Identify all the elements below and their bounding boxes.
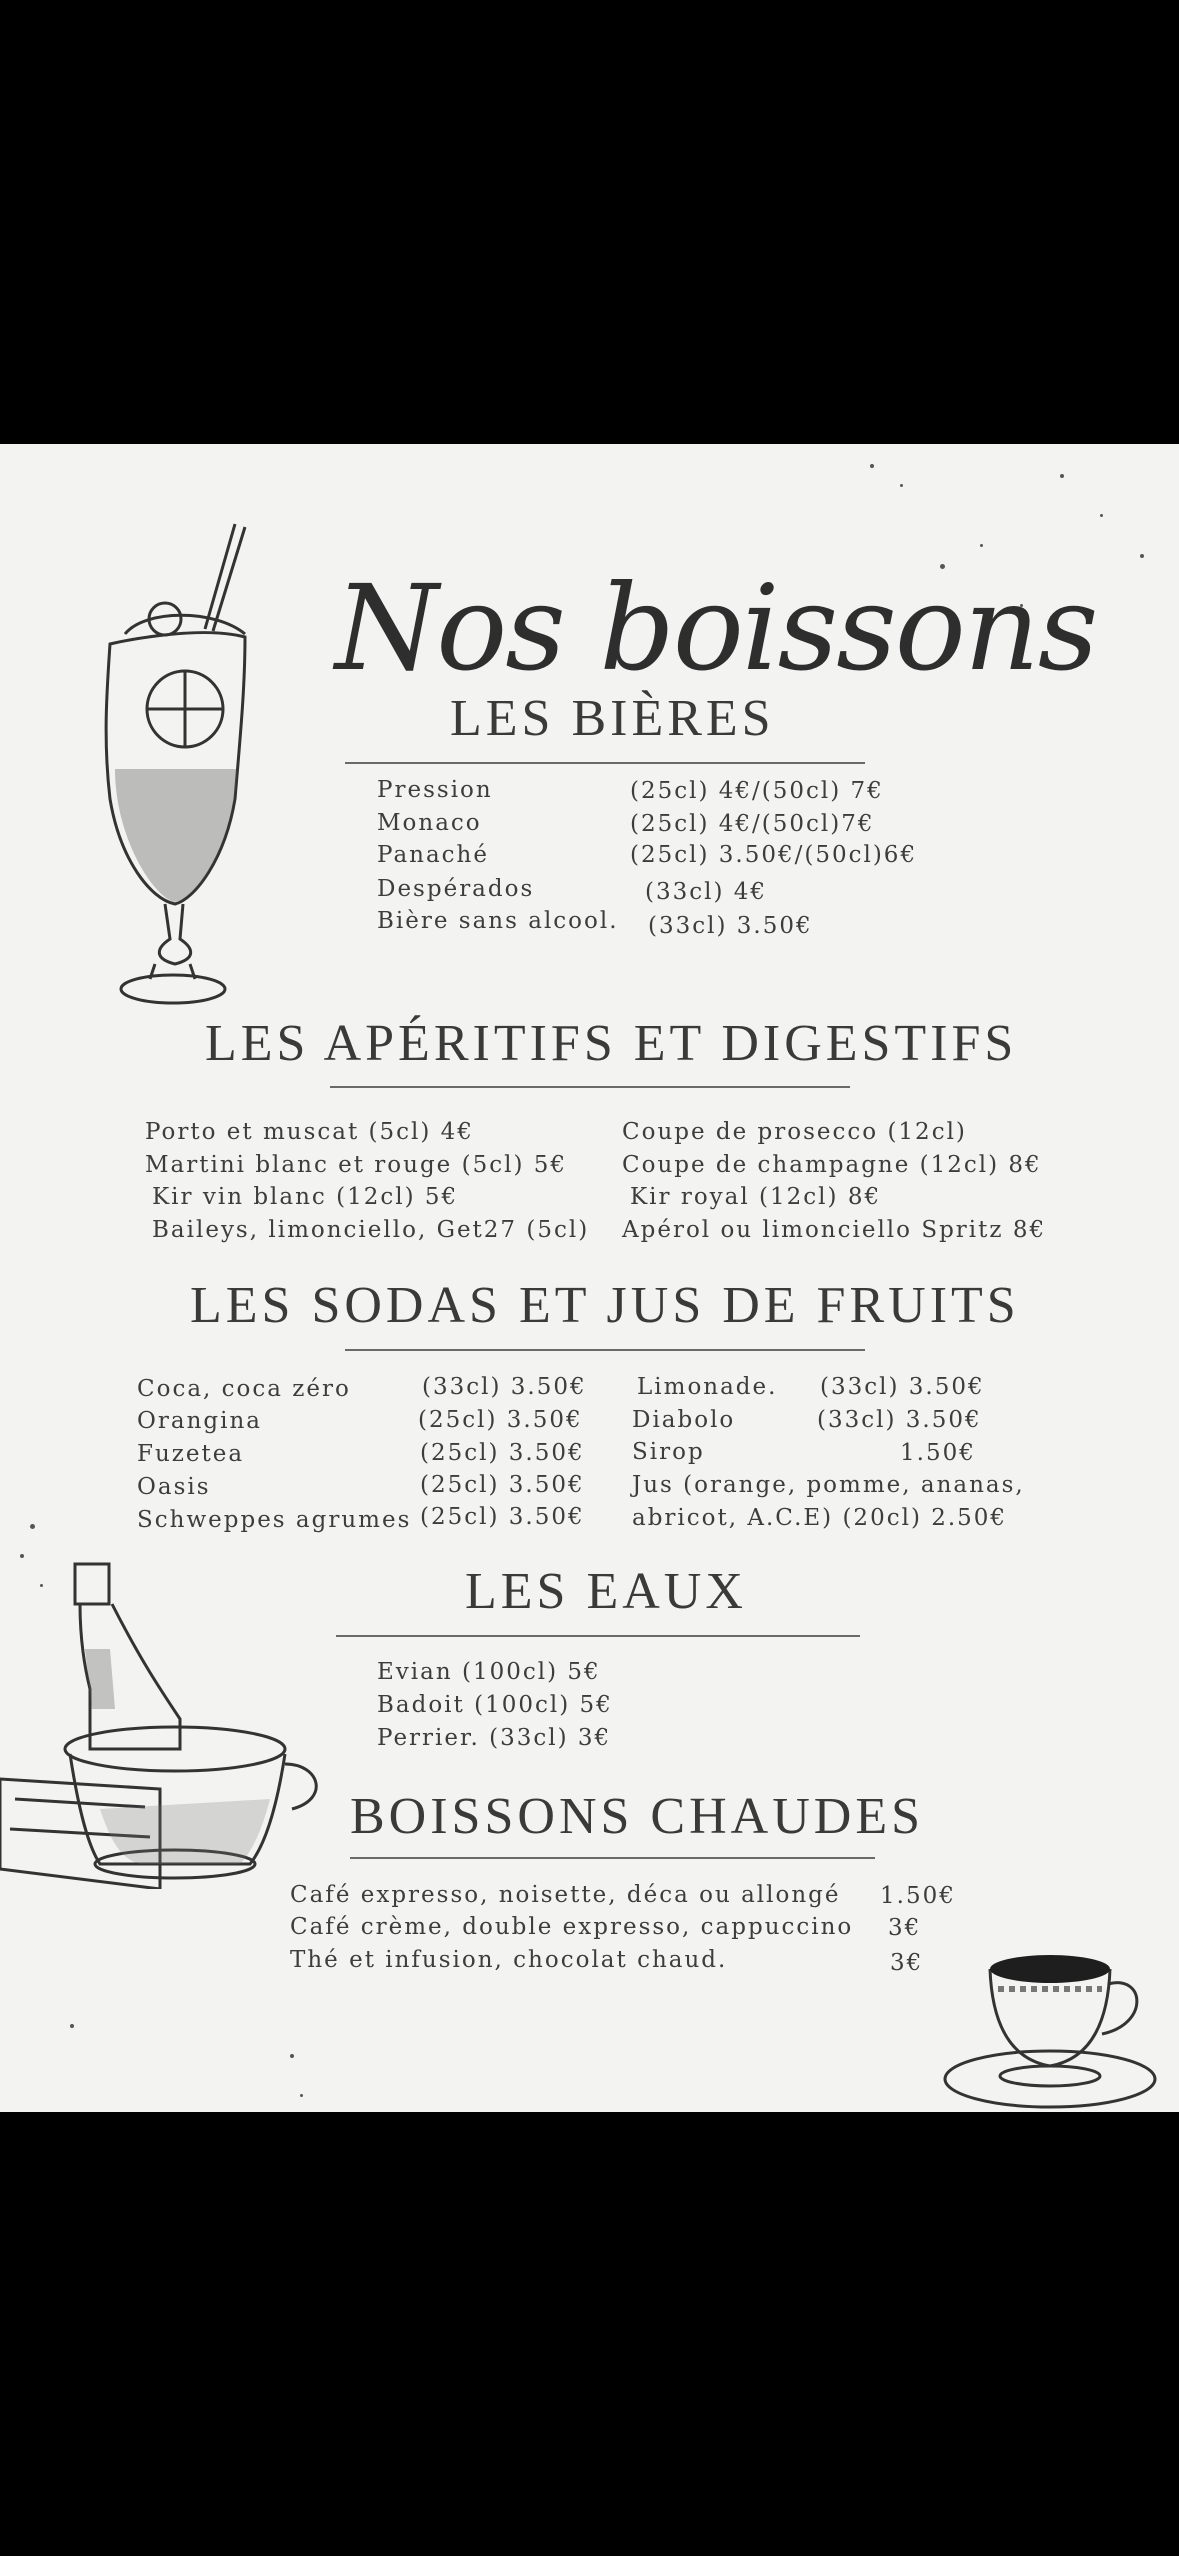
list-item: Schweppes agrumes: [137, 1507, 412, 1533]
list-item: Kir vin blanc (12cl) 5€: [152, 1184, 459, 1210]
list-item: Evian (100cl) 5€: [377, 1659, 601, 1685]
list-item: Despérados: [377, 876, 535, 902]
list-item: Oasis: [137, 1474, 211, 1500]
menu-title: Nos boissons: [335, 559, 1097, 697]
list-item: Panaché: [377, 842, 489, 868]
list-item-price: (25cl) 3.50€/(50cl)6€: [630, 842, 918, 868]
champagne-bucket-icon: [0, 1559, 330, 1889]
list-item-price: 3€: [888, 1915, 922, 1941]
list-item: Fuzetea: [137, 1441, 245, 1467]
divider: [336, 1635, 860, 1637]
list-item: Perrier. (33cl) 3€: [377, 1725, 612, 1751]
divider: [345, 762, 865, 764]
list-item: Café expresso, noisette, déca ou allongé: [290, 1882, 841, 1908]
section-heading-chaudes: BOISSONS CHAUDES: [350, 1788, 924, 1845]
list-item: Porto et muscat (5cl) 4€: [145, 1119, 474, 1145]
list-item-price: (25cl) 3.50€: [420, 1504, 585, 1530]
list-item: Pression: [377, 777, 493, 803]
list-item: abricot, A.C.E) (20cl) 2.50€: [632, 1505, 1008, 1531]
list-item-price: (33cl) 3.50€: [648, 913, 813, 939]
list-item: Badoit (100cl) 5€: [377, 1692, 613, 1718]
list-item: Orangina: [137, 1408, 262, 1434]
list-item: Bière sans alcool.: [377, 908, 619, 934]
list-item-price: (25cl) 3.50€: [420, 1472, 585, 1498]
menu-page: [0, 444, 1179, 2112]
list-item-price: 1.50€: [900, 1440, 976, 1466]
list-item: Baileys, limonciello, Get27 (5cl): [152, 1217, 590, 1243]
list-item: Café crème, double expresso, cappuccino: [290, 1914, 854, 1940]
section-heading-sodas: LES SODAS ET JUS DE FRUITS: [190, 1277, 1020, 1334]
divider: [345, 1349, 865, 1351]
list-item: Sirop: [632, 1439, 705, 1465]
section-heading-bieres: LES BIÈRES: [450, 690, 775, 747]
list-item: Apérol ou limonciello Spritz 8€: [622, 1217, 1047, 1243]
divider: [350, 1857, 875, 1859]
coffee-cup-icon: [940, 1944, 1179, 2112]
list-item-price: (33cl) 3.50€: [817, 1407, 982, 1433]
section-heading-eaux: LES EAUX: [465, 1563, 747, 1620]
list-item-price: (33cl) 3.50€: [820, 1374, 985, 1400]
list-item-price: (25cl) 3.50€: [420, 1440, 585, 1466]
list-item: Coupe de prosecco (12cl): [622, 1119, 967, 1145]
list-item: Diabolo: [632, 1407, 736, 1433]
list-item-price: 3€: [890, 1950, 924, 1976]
cocktail-glass-icon: [95, 519, 285, 1009]
list-item: Coca, coca zéro: [137, 1376, 351, 1402]
list-item-price: (33cl) 3.50€: [422, 1374, 587, 1400]
list-item-price: (25cl) 3.50€: [418, 1407, 583, 1433]
list-item: Kir royal (12cl) 8€: [630, 1184, 882, 1210]
list-item: Jus (orange, pomme, ananas,: [632, 1472, 1025, 1498]
list-item-price: (25cl) 4€/(50cl)7€: [630, 811, 875, 837]
list-item: Coupe de champagne (12cl) 8€: [622, 1152, 1042, 1178]
list-item: Limonade.: [637, 1374, 778, 1400]
list-item-price: (25cl) 4€/(50cl) 7€: [630, 778, 884, 804]
section-heading-aperitifs: LES APÉRITIFS ET DIGESTIFS: [205, 1015, 1018, 1072]
list-item: Thé et infusion, chocolat chaud.: [290, 1947, 728, 1973]
list-item-price: 1.50€: [880, 1883, 956, 1909]
divider: [330, 1086, 850, 1088]
list-item: Monaco: [377, 810, 482, 836]
list-item-price: (33cl) 4€: [645, 879, 768, 905]
list-item: Martini blanc et rouge (5cl) 5€: [145, 1152, 567, 1178]
